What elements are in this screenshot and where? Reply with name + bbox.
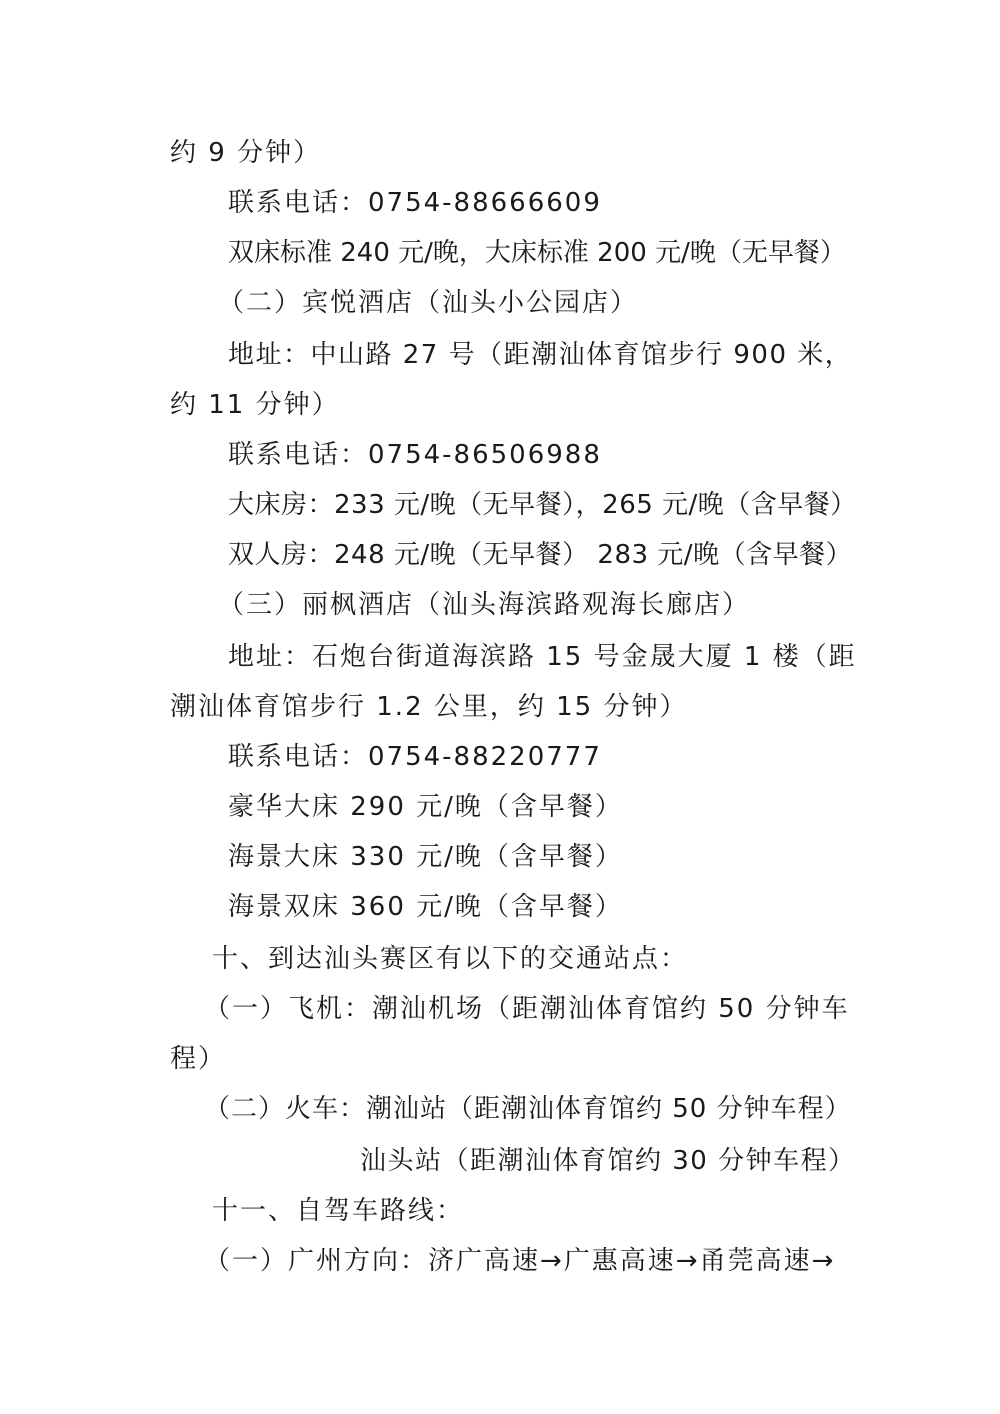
text-line: 约 11 分钟） [170, 390, 340, 420]
text-line: 海景双床 360 元/晚（含早餐） [228, 892, 623, 922]
section-heading: 十一、自驾车路线： [212, 1196, 465, 1226]
text-line: 联系电话：0754-88666609 [228, 188, 602, 218]
text-line: 地址：中山路 27 号（距潮汕体育馆步行 900 米， [228, 340, 853, 370]
text-line: （二）宾悦酒店（汕头小公园店） [218, 288, 639, 318]
text-line: 潮汕体育馆步行 1.2 公里，约 15 分钟） [170, 692, 688, 722]
text-line: 联系电话：0754-88220777 [228, 742, 602, 772]
text-line: 联系电话：0754-86506988 [228, 440, 602, 470]
text-line: 海景大床 330 元/晚（含早餐） [228, 842, 623, 872]
text-line: （一）飞机：潮汕机场（距潮汕体育馆约 50 分钟车 [204, 994, 850, 1024]
text-line: （二）火车：潮汕站（距潮汕体育馆约 50 分钟车程） [204, 1094, 852, 1124]
text-line: （一）广州方向：济广高速→广惠高速→甬莞高速→ [204, 1246, 836, 1276]
section-heading: 十、到达汕头赛区有以下的交通站点： [212, 944, 689, 974]
text-line: 大床房：233 元/晚（无早餐），265 元/晚（含早餐） [228, 490, 857, 520]
text-line: 程） [170, 1044, 227, 1074]
text-line: 地址：石炮台街道海滨路 15 号金晟大厦 1 楼（距 [228, 642, 857, 672]
text-line: 双人房：248 元/晚（无早餐） 283 元/晚（含早餐） [228, 540, 853, 570]
text-line: 豪华大床 290 元/晚（含早餐） [228, 792, 623, 822]
text-line: 约 9 分钟） [170, 138, 322, 168]
text-line: 汕头站（距潮汕体育馆约 30 分钟车程） [360, 1146, 856, 1176]
text-line: （三）丽枫酒店（汕头海滨路观海长廊店） [218, 590, 751, 620]
text-line: 双床标准 240 元/晚，大床标准 200 元/晚（无早餐） [228, 238, 846, 268]
